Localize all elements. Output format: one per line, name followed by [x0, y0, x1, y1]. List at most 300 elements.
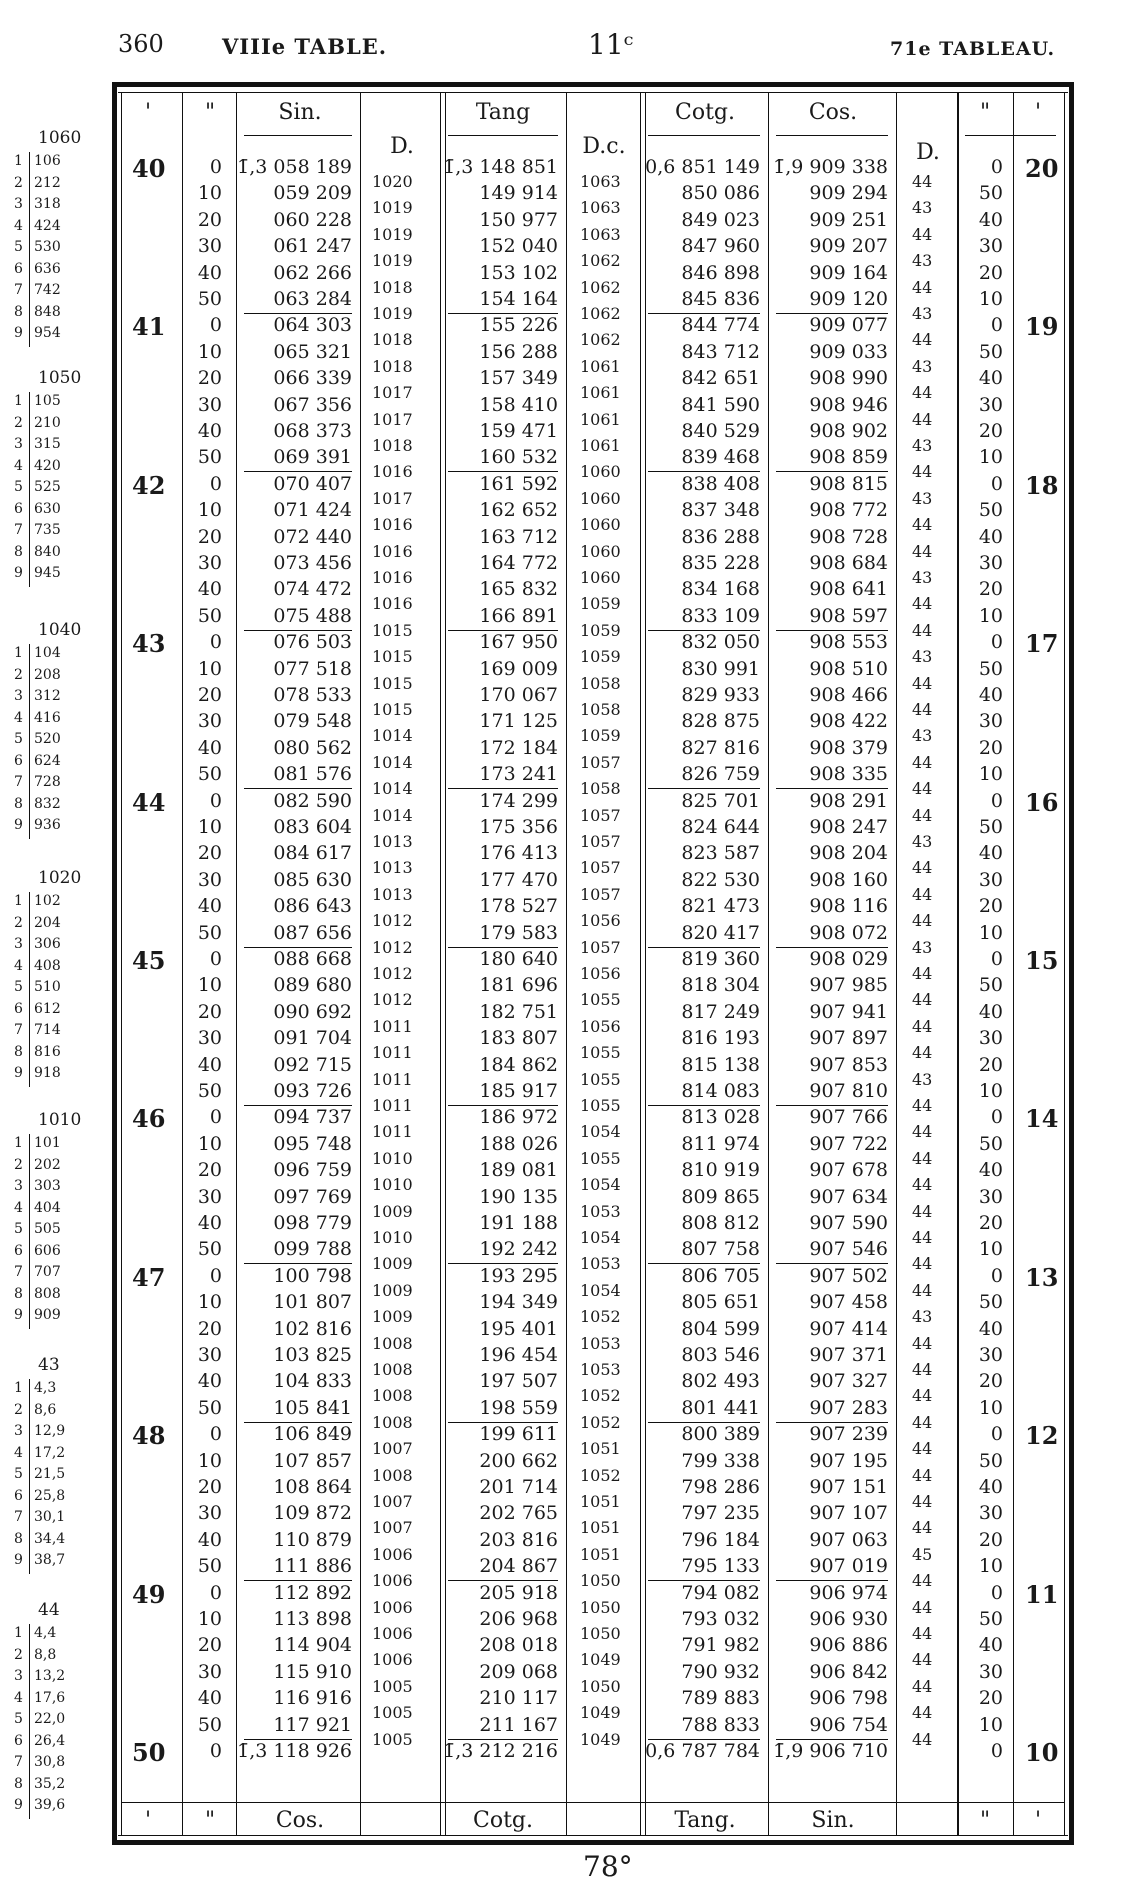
dc-value: 1053	[580, 1254, 621, 1274]
row-tang: 158 410	[479, 393, 558, 416]
row-tang: 150 977	[479, 208, 558, 231]
row-tang: 184 862	[479, 1053, 558, 1076]
d-value: 1018	[372, 277, 413, 297]
cos-d-value: 43	[912, 488, 933, 508]
row-right-second: 50	[978, 974, 1003, 997]
row-second: 0	[209, 472, 222, 495]
d-value: 1018	[372, 356, 413, 376]
pp-value: 606	[34, 1242, 61, 1259]
row-tang: 166 891	[479, 604, 558, 627]
row-sin: 102 816	[273, 1317, 352, 1340]
row-sin: 115 910	[273, 1660, 352, 1683]
row-cotg: 840 529	[681, 420, 760, 442]
row-sin: 111 886	[273, 1555, 352, 1578]
d-value: 1008	[372, 1412, 413, 1432]
pp-value: 728	[34, 774, 61, 790]
frame-top-outer	[112, 82, 1074, 87]
minute-left: 46	[132, 1104, 166, 1134]
row-sin: 074 472	[273, 578, 352, 601]
table-row	[0, 633, 1136, 657]
pp-digit: 2	[14, 666, 23, 683]
d-value: 1011	[372, 1043, 413, 1063]
row-second: 50	[197, 1080, 222, 1102]
table-row	[0, 1425, 1136, 1449]
row-right-second: 30	[978, 552, 1003, 574]
dc-value: 1055	[580, 990, 621, 1010]
dc-value: 1056	[580, 964, 621, 983]
row-tang: 167 950	[479, 631, 558, 654]
pp-value: 530	[34, 239, 61, 255]
pp-value: 735	[34, 522, 61, 538]
table-row	[0, 1557, 1136, 1581]
dc-value: 1053	[580, 1360, 621, 1379]
row-right-second: 30	[978, 1027, 1003, 1050]
pp-value: 936	[34, 817, 61, 833]
d-value: 1010	[372, 1175, 413, 1195]
pp-digit: 4	[14, 1444, 23, 1461]
pp-digit: 2	[14, 414, 23, 431]
dc-value: 1057	[580, 832, 621, 851]
row-cos: 909 077	[809, 314, 888, 337]
header-bottom-6: Tang.	[674, 1808, 736, 1833]
pp-value: 38,7	[34, 1552, 66, 1568]
cos-d-value: 44	[912, 858, 933, 878]
dc-value: 1051	[580, 1544, 621, 1564]
table-row	[0, 448, 1136, 472]
row-cotg: 818 304	[681, 974, 760, 997]
row-sin: 072 440	[273, 525, 352, 548]
row-tang: 186 972	[479, 1106, 558, 1129]
pp-value: 832	[34, 795, 61, 812]
row-cotg: 847 960	[681, 235, 760, 258]
cos-d-value: 43	[912, 1307, 933, 1327]
pp-value: 210	[34, 414, 61, 431]
pp-value: 8,6	[34, 1401, 57, 1418]
row-cotg: 802 493	[681, 1370, 760, 1393]
d-value: 1006	[372, 1597, 413, 1617]
dc-value: 1049	[580, 1703, 621, 1723]
row-second: 40	[197, 261, 222, 284]
row-right-second: 30	[978, 1344, 1003, 1366]
cos-d-value: 44	[912, 1676, 933, 1696]
row-second: 30	[197, 1185, 222, 1208]
row-cotg: 816 193	[681, 1027, 760, 1050]
pp-head: 44	[38, 1600, 60, 1620]
pp-digit: 6	[14, 1487, 23, 1504]
row-right-second: 0	[990, 1106, 1003, 1129]
cos-d-value: 43	[912, 568, 933, 587]
dc-value: 1060	[580, 515, 621, 535]
table-row	[0, 290, 1136, 314]
row-cotg: 804 599	[681, 1317, 760, 1340]
row-right-second: 20	[978, 420, 1003, 442]
header-bottom-10: '	[1034, 1808, 1042, 1833]
table-row	[0, 765, 1136, 789]
pp-digit: 9	[14, 1307, 23, 1323]
row-right-second: 0	[990, 789, 1003, 812]
table-row	[0, 1082, 1136, 1106]
row-cotg: 796 184	[681, 1528, 760, 1551]
row-second: 50	[197, 288, 222, 310]
dc-value: 1060	[580, 568, 621, 587]
header-bottom-9: "	[979, 1808, 991, 1833]
pp-value: 848	[34, 303, 61, 320]
row-second: 20	[197, 1476, 222, 1498]
minute-right: 17	[1025, 629, 1059, 659]
row-tang: 177 470	[479, 868, 558, 891]
row-tang: 191 188	[479, 1212, 558, 1234]
dc-value: 1060	[580, 541, 621, 561]
row-cos: 907 327	[809, 1370, 888, 1393]
row-tang: 205 918	[479, 1581, 558, 1604]
d-value: 1005	[372, 1703, 413, 1723]
d-value: 1016	[372, 462, 413, 482]
pp-divider	[29, 152, 30, 347]
row-cotg: 819 360	[681, 948, 760, 970]
row-tang: 185 917	[479, 1080, 558, 1102]
cos-d-value: 44	[912, 700, 933, 719]
row-cos: 908 422	[809, 710, 888, 733]
pp-digit: 5	[14, 479, 23, 495]
header-rule-1	[448, 135, 558, 136]
dc-value: 1056	[580, 911, 621, 931]
table-row	[0, 897, 1136, 921]
row-tang: 196 454	[479, 1344, 558, 1366]
pp-value: 21,5	[34, 1466, 66, 1482]
pp-digit: 2	[14, 1646, 23, 1663]
row-tang: 171 125	[479, 710, 558, 733]
row-right-second: 0	[990, 1423, 1003, 1446]
d-value: 1016	[372, 594, 413, 614]
cos-d-value: 44	[912, 1518, 933, 1538]
pp-value: 624	[34, 752, 61, 769]
pp-digit: 6	[14, 1732, 23, 1749]
row-right-second: 0	[990, 1740, 1003, 1762]
table-row	[0, 950, 1136, 974]
pp-divider	[29, 392, 30, 587]
cos-d-value: 44	[912, 1043, 933, 1063]
table-label: VIIIe TABLE.	[222, 34, 388, 59]
row-sin: 099 788	[273, 1238, 352, 1261]
row-cos: 908 116	[809, 895, 888, 918]
dc-value: 1057	[580, 937, 621, 957]
row-cotg: 0,6 787 784	[645, 1740, 760, 1762]
row-sin: 116 916	[273, 1687, 352, 1710]
row-sin: 063 284	[273, 288, 352, 310]
header-top-1: "	[204, 100, 216, 125]
d-value: 1006	[372, 1624, 413, 1643]
row-sin: 093 726	[273, 1080, 352, 1102]
row-right-second: 20	[978, 1687, 1003, 1710]
row-sin: 078 533	[273, 684, 352, 706]
row-right-second: 40	[978, 1317, 1003, 1340]
row-cos: 907 107	[809, 1502, 888, 1525]
row-cotg: 791 982	[681, 1634, 760, 1657]
pp-digit: 1	[14, 1380, 23, 1396]
table-row	[0, 1478, 1136, 1502]
pp-digit: 9	[14, 1797, 23, 1813]
row-cotg: 799 338	[681, 1449, 760, 1472]
row-sin: 095 748	[273, 1132, 352, 1155]
minute-right: 11	[1025, 1579, 1059, 1609]
row-right-second: 10	[978, 763, 1003, 786]
row-tang: 176 413	[479, 842, 558, 865]
dc-value: 1049	[580, 1729, 621, 1749]
row-sin: 073 456	[273, 552, 352, 574]
pp-value: 17,2	[34, 1444, 66, 1461]
cos-d-value: 44	[912, 1333, 933, 1353]
pp-value: 909	[34, 1307, 61, 1323]
row-tang: 208 018	[479, 1634, 558, 1657]
row-cotg: 839 468	[681, 446, 760, 469]
pp-head: 1060	[38, 128, 82, 148]
pp-digit: 4	[14, 709, 23, 726]
pp-digit: 7	[14, 1264, 23, 1280]
minute-left: 44	[132, 787, 166, 817]
header-bottom-2: Cos.	[275, 1808, 325, 1833]
table-row	[0, 1240, 1136, 1264]
minute-right: 18	[1025, 470, 1059, 500]
table-row	[0, 237, 1136, 261]
row-cos: 908 379	[809, 736, 888, 759]
row-cos: 907 458	[809, 1291, 888, 1314]
pp-digit: 5	[14, 979, 23, 995]
row-right-second: 0	[990, 1581, 1003, 1604]
row-cos: 909 251	[809, 208, 888, 231]
row-cos: 907 678	[809, 1159, 888, 1182]
pp-head: 1020	[38, 868, 82, 888]
row-right-second: 40	[978, 1159, 1003, 1182]
dc-value: 1059	[580, 620, 621, 640]
pp-value: 424	[34, 217, 61, 234]
row-sin: 098 779	[273, 1212, 352, 1234]
row-second: 0	[209, 1581, 222, 1604]
pp-digit: 9	[14, 1552, 23, 1568]
row-tang: 180 640	[479, 948, 558, 970]
row-second: 30	[197, 1502, 222, 1525]
cos-d-value: 43	[912, 356, 933, 376]
pp-digit: 7	[14, 1022, 23, 1038]
dc-value: 1062	[580, 330, 621, 350]
pp-digit: 1	[14, 893, 23, 909]
dc-value: 1061	[580, 383, 621, 403]
d-value: 1015	[372, 673, 413, 693]
row-cotg: 798 286	[681, 1476, 760, 1498]
pp-value: 35,2	[34, 1775, 66, 1792]
dc-value: 1057	[580, 752, 621, 772]
row-second: 10	[197, 340, 222, 363]
row-sin: 092 715	[273, 1053, 352, 1076]
cos-d-value: 44	[912, 172, 933, 191]
header-top-9: "	[979, 100, 991, 125]
row-cotg: 814 083	[681, 1080, 760, 1102]
dc-value: 1063	[580, 198, 621, 218]
dc-value: 1058	[580, 779, 621, 799]
row-cotg: 825 701	[681, 789, 760, 812]
pp-digit: 4	[14, 1689, 23, 1706]
row-cos: 907 151	[809, 1476, 888, 1498]
dc-value: 1051	[580, 1518, 621, 1538]
row-cos: 907 371	[809, 1344, 888, 1366]
header-top-4: Tang	[475, 100, 531, 125]
frame-bottom-inner	[118, 1835, 1068, 1836]
d-value: 1006	[372, 1571, 413, 1591]
row-cos: 908 291	[809, 789, 888, 812]
d-value: 1013	[372, 858, 413, 878]
d-value: 1011	[372, 1016, 413, 1036]
row-tang: 195 401	[479, 1317, 558, 1340]
cos-d-value: 44	[912, 462, 933, 482]
d-value: 1017	[372, 488, 413, 508]
dc-value: 1062	[580, 304, 621, 323]
pp-digit: 3	[14, 436, 23, 452]
row-second: 10	[197, 1449, 222, 1472]
row-tang: 188 026	[479, 1132, 558, 1155]
d-value: 1015	[372, 647, 413, 667]
row-sin: 114 904	[273, 1634, 352, 1657]
pp-value: 303	[34, 1178, 61, 1194]
row-right-second: 40	[978, 208, 1003, 231]
row-sin: 059 209	[273, 182, 352, 205]
pp-digit: 4	[14, 217, 23, 234]
row-right-second: 10	[978, 1396, 1003, 1419]
pp-digit: 1	[14, 1135, 23, 1151]
row-second: 50	[197, 446, 222, 469]
row-cos: 909 033	[809, 340, 888, 363]
row-cos: 908 902	[809, 420, 888, 442]
dc-value: 1063	[580, 172, 621, 191]
dc-value: 1059	[580, 726, 621, 746]
dc-value: 1058	[580, 673, 621, 693]
d-value: 1011	[372, 1096, 413, 1115]
row-cos: 909 207	[809, 235, 888, 258]
row-right-second: 50	[978, 816, 1003, 838]
pp-block	[0, 1110, 110, 1350]
row-cos: 908 684	[809, 552, 888, 574]
row-cos: 908 990	[809, 367, 888, 390]
row-tang: 152 040	[479, 235, 558, 258]
pp-digit: 3	[14, 1668, 23, 1684]
row-cos: 907 634	[809, 1185, 888, 1208]
d-value: 1012	[372, 937, 413, 957]
row-sin: 084 617	[273, 842, 352, 865]
pp-value: 212	[34, 174, 61, 191]
pp-value: 13,2	[34, 1668, 66, 1684]
table-row	[0, 552, 1136, 581]
row-cos: 908 247	[809, 816, 888, 838]
row-cotg: 824 644	[681, 816, 760, 838]
header-bottom-7: Sin.	[811, 1808, 855, 1833]
row-cos: 908 510	[809, 657, 888, 680]
cos-d-value: 44	[912, 1465, 933, 1485]
pp-digit: 9	[14, 1065, 23, 1081]
row-cos: 906 842	[809, 1660, 888, 1683]
row-sin: 061 247	[273, 235, 352, 258]
pp-value: 105	[34, 393, 61, 409]
row-tang: 165 832	[479, 578, 558, 601]
row-sin: 062 266	[273, 261, 352, 284]
row-cos: 908 946	[809, 393, 888, 416]
row-second: 50	[197, 921, 222, 944]
header-bottom-0: '	[144, 1808, 152, 1833]
cos-d-value: 44	[912, 1597, 933, 1617]
row-second: 10	[197, 1608, 222, 1630]
pp-digit: 6	[14, 1242, 23, 1259]
pp-value: 510	[34, 979, 61, 995]
row-sin: 060 228	[273, 208, 352, 231]
dc-value: 1050	[580, 1571, 621, 1591]
pp-digit: 5	[14, 1221, 23, 1237]
minute-right: 10	[1025, 1738, 1059, 1767]
pp-value: 8,8	[34, 1646, 57, 1663]
pp-digit: 9	[14, 565, 23, 581]
pp-value: 30,8	[34, 1754, 66, 1770]
row-sin: 104 833	[273, 1370, 352, 1393]
pp-block	[0, 868, 110, 1108]
row-cotg: 841 590	[681, 393, 760, 416]
row-cos: 906 930	[809, 1608, 888, 1630]
pp-value: 25,8	[34, 1487, 66, 1504]
row-sin: 070 407	[273, 472, 352, 495]
row-cotg: 794 082	[681, 1581, 760, 1604]
pp-digit: 9	[14, 817, 23, 833]
table-row	[0, 844, 1136, 868]
pp-head: 1050	[38, 368, 82, 388]
minute-left: 49	[132, 1579, 166, 1609]
cos-d-value: 44	[912, 1201, 933, 1221]
header-top-0: '	[144, 100, 152, 125]
d-value: 1016	[372, 541, 413, 561]
pp-divider	[29, 892, 30, 1087]
row-cos: 907 766	[809, 1106, 888, 1129]
d-value: 1012	[372, 964, 413, 983]
row-cotg: 838 408	[681, 472, 760, 495]
cos-d-value: 44	[912, 1280, 933, 1300]
row-tang: 154 164	[479, 288, 558, 310]
row-cos: 907 502	[809, 1264, 888, 1287]
dc-value: 1053	[580, 1201, 621, 1221]
row-second: 50	[197, 604, 222, 627]
row-sin: 097 769	[273, 1185, 352, 1208]
row-tang: 157 349	[479, 367, 558, 390]
cos-d-value: 44	[912, 1729, 933, 1749]
pp-value: 714	[34, 1022, 61, 1038]
row-cotg: 803 546	[681, 1344, 760, 1366]
header-top-8: D.	[916, 140, 940, 165]
header-bottom-4: Cotg.	[473, 1808, 533, 1833]
pp-head: 1010	[38, 1110, 82, 1130]
table-row	[0, 501, 1136, 525]
row-cos: 908 859	[809, 446, 888, 469]
row-sin: 112 892	[273, 1581, 352, 1604]
pp-digit: 4	[14, 957, 23, 974]
row-sin: 075 488	[273, 604, 352, 627]
table-row	[0, 422, 1136, 446]
row-second: 10	[197, 1291, 222, 1314]
row-cotg: 797 235	[681, 1502, 760, 1525]
row-cos: 907 853	[809, 1053, 888, 1076]
pp-digit: 8	[14, 1775, 23, 1792]
pp-digit: 2	[14, 914, 23, 931]
row-sin: 109 872	[273, 1502, 352, 1525]
cos-d-value: 44	[912, 1650, 933, 1670]
d-value: 1008	[372, 1360, 413, 1379]
header-rule-3	[776, 135, 888, 136]
row-right-second: 40	[978, 684, 1003, 706]
pp-block	[0, 1600, 110, 1840]
row-cotg: 815 138	[681, 1053, 760, 1076]
dc-value: 1051	[580, 1492, 621, 1511]
